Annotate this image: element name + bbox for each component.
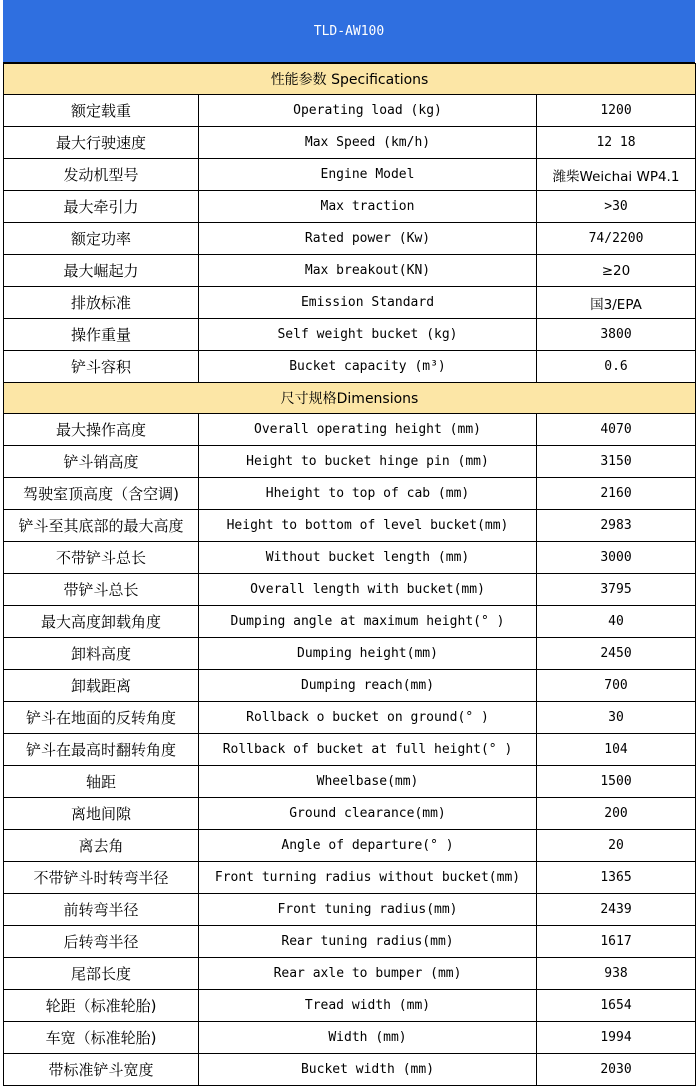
spec-name-en: Dumping angle at maximum height(° ) [199,606,537,638]
spec-value: 40 [537,606,696,638]
spec-name-zh: 额定功率 [4,223,199,255]
spec-value: 20 [537,830,696,862]
spec-value: 30 [537,702,696,734]
spec-name-en: Dumping height(mm) [199,638,537,670]
spec-value: 0.6 [537,351,696,383]
spec-value: 700 [537,670,696,702]
spec-value: 1365 [537,862,696,894]
table-row [4,830,696,862]
spec-value: 200 [537,798,696,830]
table-row [4,638,696,670]
table-row [4,990,696,1022]
spec-value: 938 [537,958,696,990]
spec-table-body [4,64,696,1086]
spec-name-zh: 铲斗至其底部的最大高度 [4,510,199,542]
spec-value: 1994 [537,1022,696,1054]
spec-name-en: Rollback o bucket on ground(° ) [199,702,537,734]
table-row [4,766,696,798]
spec-name-zh: 后转弯半径 [4,926,199,958]
spec-name-en: Front tuning radius(mm) [199,894,537,926]
spec-sheet [3,0,695,1086]
spec-name-en: Wheelbase(mm) [199,766,537,798]
spec-name-en: Bucket width (mm) [199,1054,537,1086]
table-row [4,159,696,191]
spec-name-zh: 排放标准 [4,287,199,319]
table-row [4,446,696,478]
spec-value: 4070 [537,414,696,446]
spec-value: 3000 [537,542,696,574]
spec-name-zh: 最大操作高度 [4,414,199,446]
section-header-row [4,64,696,95]
spec-name-zh: 不带铲斗总长 [4,542,199,574]
spec-name-zh: 卸载距离 [4,670,199,702]
spec-name-en: Ground clearance(mm) [199,798,537,830]
spec-name-zh: 不带铲斗时转弯半径 [4,862,199,894]
spec-name-zh: 带标准铲斗宽度 [4,1054,199,1086]
spec-name-zh: 驾驶室顶高度（含空调) [4,478,199,510]
spec-name-en: Tread width (mm) [199,990,537,1022]
spec-value: >30 [537,191,696,223]
spec-name-en: Hheight to top of cab (mm) [199,478,537,510]
spec-name-zh: 铲斗在最高时翻转角度 [4,734,199,766]
table-row [4,542,696,574]
spec-value: 2983 [537,510,696,542]
spec-name-en: Max breakout(KN) [199,255,537,287]
table-row [4,958,696,990]
spec-name-en: Engine Model [199,159,537,191]
spec-value: 2439 [537,894,696,926]
table-row [4,478,696,510]
spec-value: 3150 [537,446,696,478]
spec-value: 国3/EPA [537,287,696,319]
spec-name-zh: 最大高度卸载角度 [4,606,199,638]
table-row [4,510,696,542]
table-row [4,862,696,894]
spec-value: 潍柴Weichai WP4.1 [537,159,696,191]
spec-name-zh: 尾部长度 [4,958,199,990]
spec-name-en: Height to bottom of level bucket(mm) [199,510,537,542]
spec-name-en: Operating load (kg) [199,95,537,127]
spec-name-zh: 铲斗容积 [4,351,199,383]
spec-name-zh: 轴距 [4,766,199,798]
spec-table [3,63,696,1086]
spec-name-en: Dumping reach(mm) [199,670,537,702]
spec-value: 2450 [537,638,696,670]
spec-name-en: Rollback of bucket at full height(° ) [199,734,537,766]
table-row [4,1054,696,1086]
spec-value: ≥20 [537,255,696,287]
spec-name-zh: 卸料高度 [4,638,199,670]
spec-value: 104 [537,734,696,766]
spec-name-en: Width (mm) [199,1022,537,1054]
table-row [4,255,696,287]
spec-name-zh: 离去角 [4,830,199,862]
spec-name-zh: 最大牵引力 [4,191,199,223]
table-row [4,319,696,351]
spec-value: 1654 [537,990,696,1022]
spec-name-zh: 车宽（标准轮胎) [4,1022,199,1054]
table-row [4,95,696,127]
spec-name-en: Max Speed (km/h) [199,127,537,159]
table-row [4,670,696,702]
table-row [4,574,696,606]
spec-value: 2160 [537,478,696,510]
table-row [4,223,696,255]
spec-value: 1200 [537,95,696,127]
section-heading: 性能参数 Specifications [4,64,696,95]
table-row [4,414,696,446]
table-row [4,1022,696,1054]
spec-value: 3795 [537,574,696,606]
spec-name-en: Front turning radius without bucket(mm) [199,862,537,894]
spec-name-zh: 前转弯半径 [4,894,199,926]
spec-name-en: Overall operating height (mm) [199,414,537,446]
spec-name-en: Self weight bucket (kg) [199,319,537,351]
table-row [4,926,696,958]
spec-name-en: Rated power (Kw) [199,223,537,255]
section-heading: 尺寸规格Dimensions [4,383,696,414]
spec-name-en: Overall length with bucket(mm) [199,574,537,606]
spec-name-en: Rear tuning radius(mm) [199,926,537,958]
spec-value: 3800 [537,319,696,351]
spec-value: 1617 [537,926,696,958]
spec-name-en: Without bucket length (mm) [199,542,537,574]
spec-value: 12 18 [537,127,696,159]
spec-value: 1500 [537,766,696,798]
spec-name-en: Max traction [199,191,537,223]
spec-name-zh: 带铲斗总长 [4,574,199,606]
spec-name-zh: 最大行驶速度 [4,127,199,159]
table-row [4,351,696,383]
spec-name-zh: 离地间隙 [4,798,199,830]
spec-name-zh: 操作重量 [4,319,199,351]
table-row [4,127,696,159]
spec-value: 2030 [537,1054,696,1086]
spec-name-en: Bucket capacity (m³) [199,351,537,383]
spec-name-zh: 铲斗销高度 [4,446,199,478]
table-row [4,702,696,734]
table-row [4,798,696,830]
section-header-row [4,383,696,414]
table-row [4,287,696,319]
spec-name-zh: 轮距（标准轮胎) [4,990,199,1022]
model-title: TLD-AW100 [3,0,695,63]
spec-name-en: Rear axle to bumper (mm) [199,958,537,990]
spec-name-en: Angle of departure(° ) [199,830,537,862]
spec-name-en: Height to bucket hinge pin (mm) [199,446,537,478]
spec-name-zh: 额定载重 [4,95,199,127]
spec-name-zh: 最大崛起力 [4,255,199,287]
table-row [4,191,696,223]
spec-name-zh: 铲斗在地面的反转角度 [4,702,199,734]
table-row [4,894,696,926]
spec-name-zh: 发动机型号 [4,159,199,191]
table-row [4,734,696,766]
spec-name-en: Emission Standard [199,287,537,319]
spec-value: 74/2200 [537,223,696,255]
table-row [4,606,696,638]
